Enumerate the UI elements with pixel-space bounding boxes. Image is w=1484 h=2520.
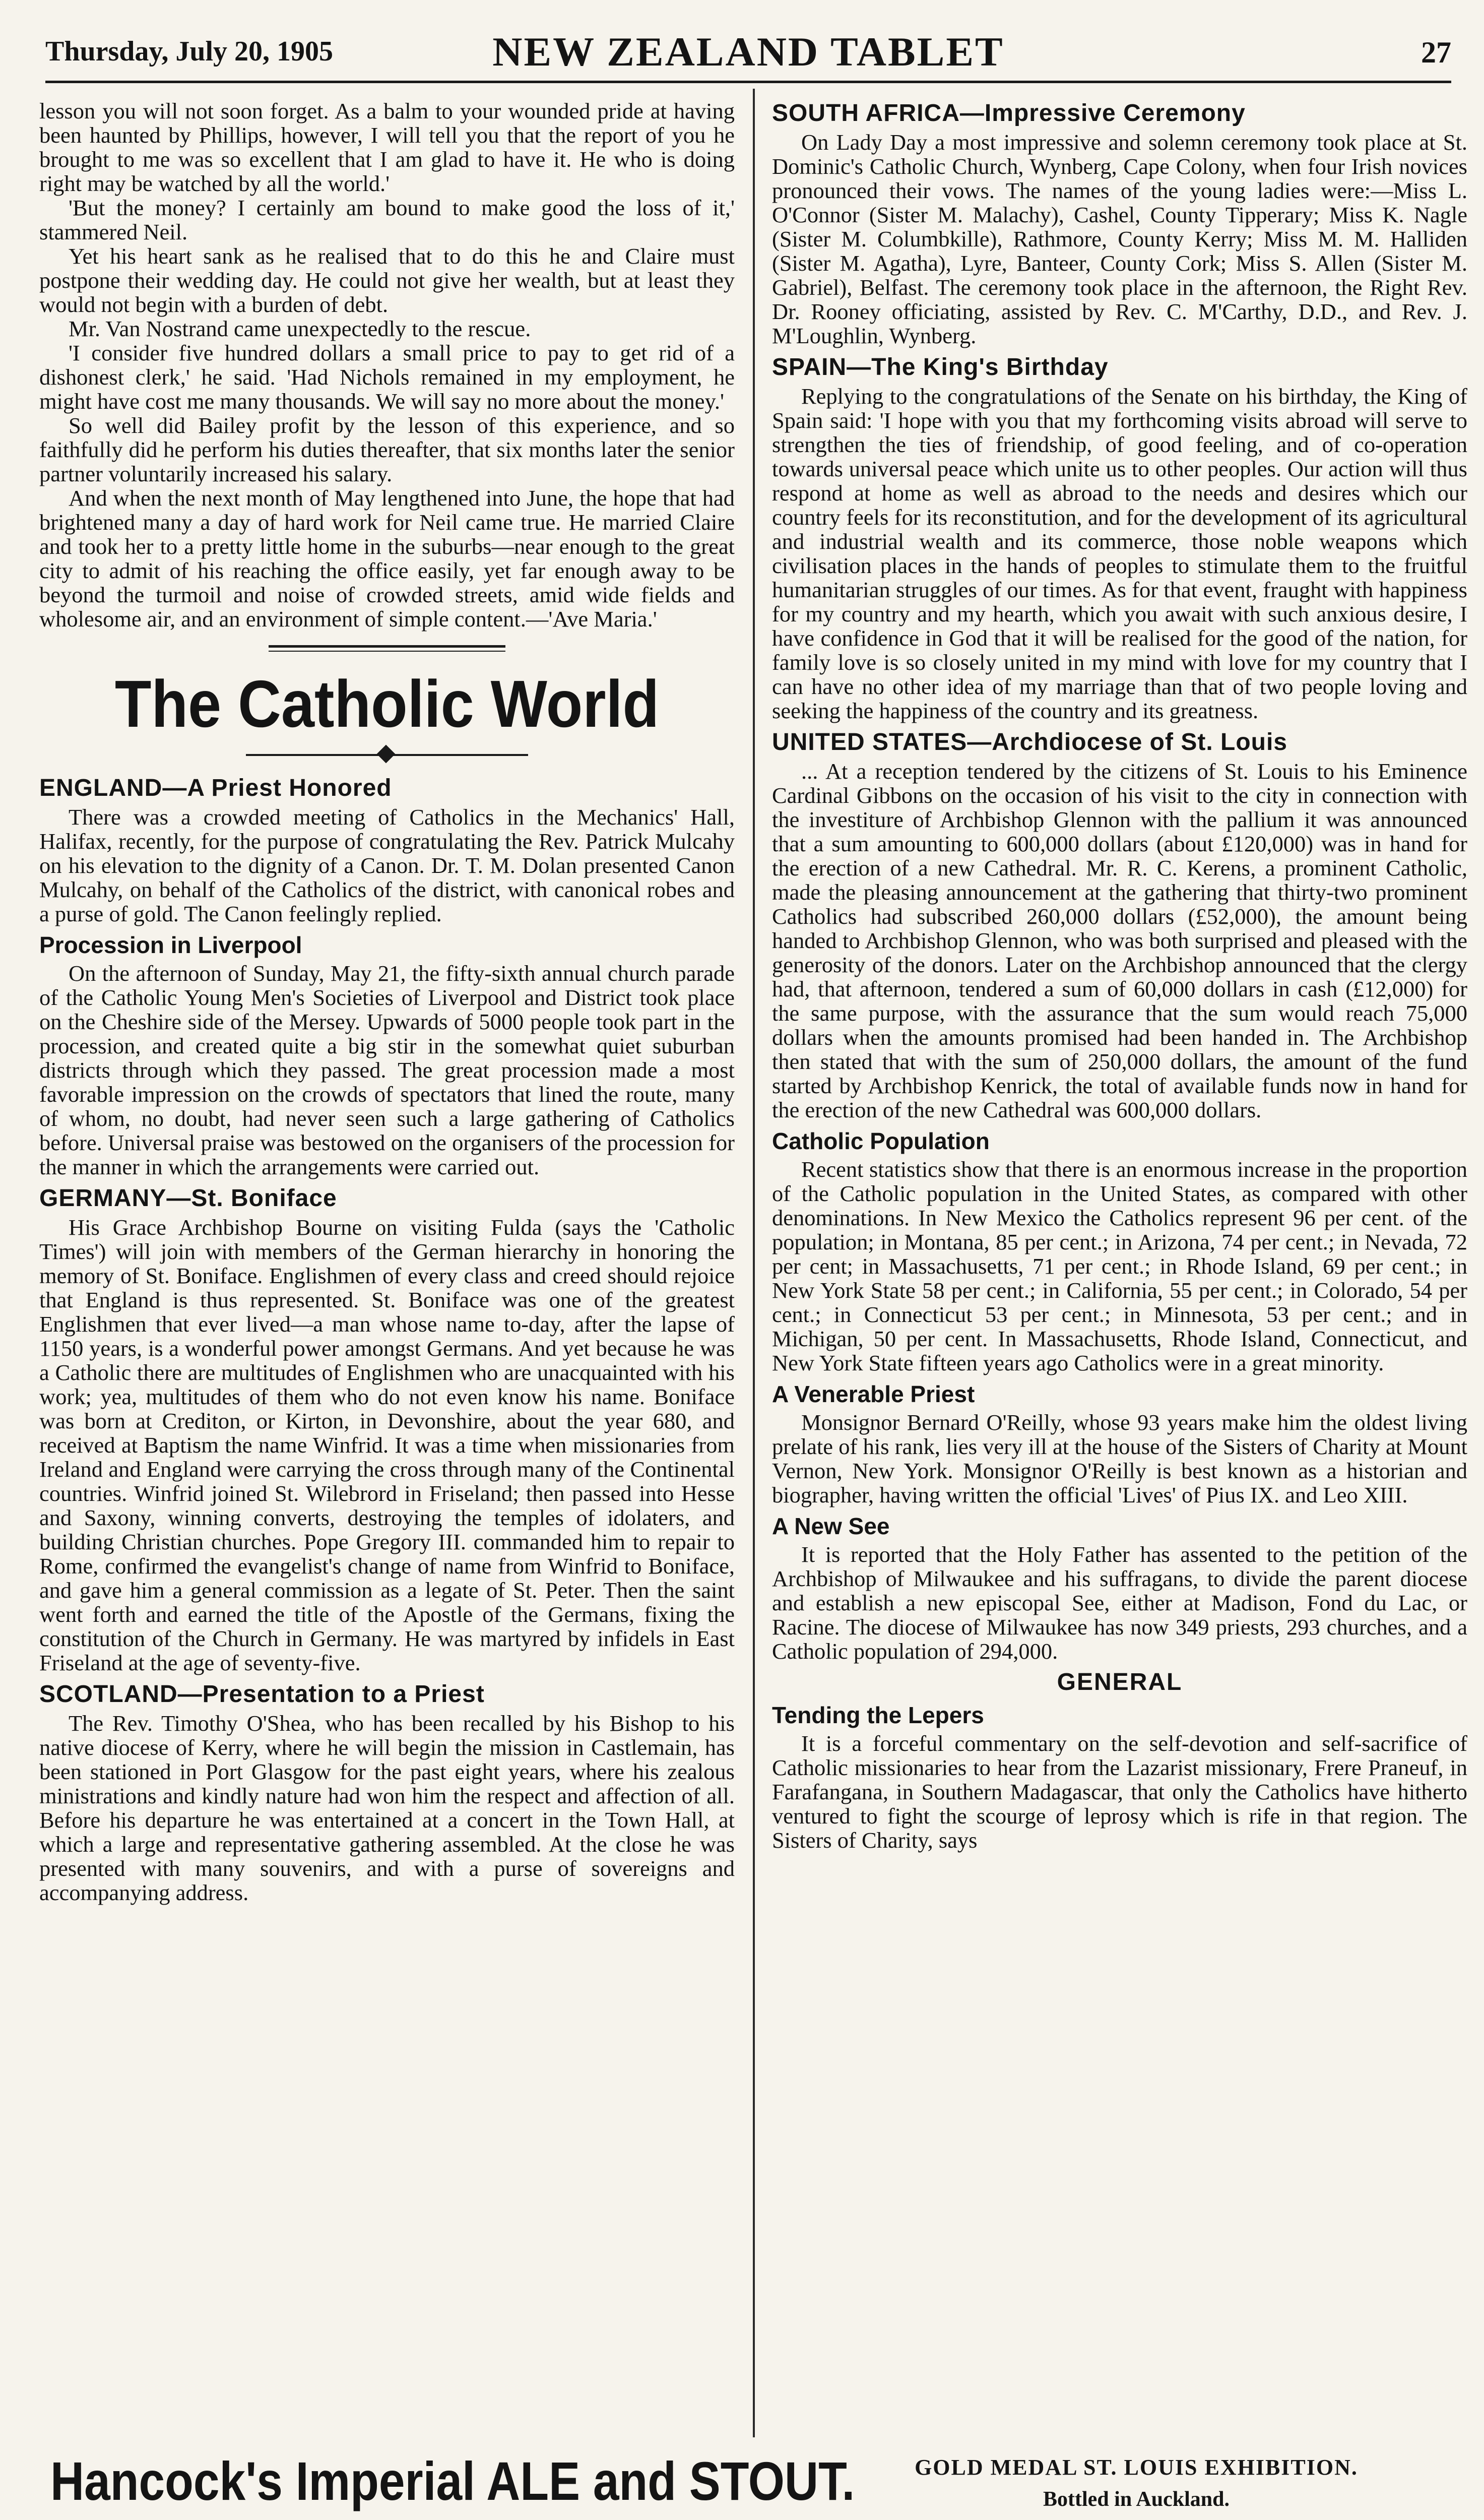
- story-paragraph: 'I consider five hundred dollars a small price to pay to get rid of a dishonest clerk,' he said. 'Had Nichols remained in my employment, he might have cost me many thousands. We will say no more about the money.': [39, 340, 735, 414]
- england-paragraph: There was a crowded meeting of Catholics in the Mechanics' Hall, Halifax, recently, for the purpose of congratulating the Rev. Patrick Mulcahy on his elevation to the dignity of a Canon. Dr. T. M. Dolan presented Canon Mulcahy, on behalf of the Catholics of the district, with canonical robes and a purse of gold. The Canon feelingly replied.: [39, 804, 735, 926]
- germany-heading: GERMANY—St. Boniface: [39, 1185, 337, 1212]
- germany-paragraph: His Grace Archbishop Bourne on visiting Fulda (says the 'Catholic Times') will join with members of the German hierarchy in honoring the memory of St. Boniface. Englishmen of every class and creed should rejoice that England is thus represented. St. Boniface was one of the greatest Englishmen that ever lived—a man whose name to-day, after the lapse of 1150 years, is a wonderful power amongst Germans. And yet because he was a Catholic there are multitudes of Englishmen who are unacquainted with his work; yea, multitudes of them who do not even know his name. Boniface was born at Crediton, or Kirton, in Devonshire, about the year 680, and received at Baptism the name Winfrid. It was a time when missionaries from Ireland and England were carrying the cross through many of the Continental countries. Winfrid joined St. Wilebrord in Friseland; then passed into Hesse and Saxony, winning converts, destroying the temples of idolaters, and building Christian churches. Pope Gregory III. commanded him to repair to Rome, confirmed the evangelist's change of name from Winfrid to Boniface, and gave him a general commission as a legate of St. Peter. Then the saint went forth and earned the title of the Apostle of the Germans, fixing the constitution of the Church in Germany. He was martyred by infidels in East Friseland at the age of seventy-five.: [39, 1215, 735, 1675]
- scotland-heading: SCOTLAND—Presentation to a Priest: [39, 1681, 485, 1708]
- united-states-heading: UNITED STATES—Archdiocese of St. Louis: [772, 729, 1287, 755]
- south-africa-heading: SOUTH AFRICA—Impressive Ceremony: [772, 100, 1246, 127]
- story-paragraph: So well did Bailey profit by the lesson of this experience, and so faithfully did he perform his duties thereafter, that six months later the senior partner voluntarily increased his salary.: [39, 413, 735, 486]
- masthead-rule: [45, 81, 1451, 83]
- population-paragraph: Recent statistics show that there is an enormous increase in the proportion of the Catholic population in the United States, as compared with other denominations. In New Mexico the Catholics represent 96 per cent. of the population; in Montana, 85 per cent.; in Arizona, 74 per cent.; in Nevada, 72 per cent; in Massachusetts, 71 per cent.; in Rhode Island, 69 per cent.; in New York State 58 per cent.; in California, 55 per cent.; in Colorado, 54 per cent.; in Connecticut 53 per cent.; in Minnesota, 53 per cent.; and in Michigan, 50 per cent. In Massachusetts, Rhode Island, Connecticut, and New York State fifteen years ago Catholics were in a great minority.: [772, 1157, 1467, 1375]
- lepers-paragraph: It is a forceful commentary on the self-devotion and self-sacrifice of Catholic missionaries to hear from the Lazarist missionary, Frere Praneuf, in Farafangana, in Southern Madagascar, that only the Catholics have hitherto ventured to fight the scourge of leprosy which is rife in that region. The Sisters of Charity, says: [772, 1731, 1467, 1853]
- ale-stout-advertisement: Hancock's Imperial ALE and STOUT.: [50, 2450, 855, 2511]
- population-heading: Catholic Population: [772, 1128, 990, 1154]
- advertisement-footer: [45, 2448, 1451, 2520]
- lepers-heading: Tending the Lepers: [772, 1702, 984, 1728]
- united-states-paragraph: ... At a reception tendered by the citizens of St. Louis to his Eminence Cardinal Gibbons on the occasion of his visit to the city in connection with the investiture of Archbishop Glennon with the pallium it was announced that a sum amounting to 600,000 dollars (about £120,000) was in hand for the erection of a new Cathedral. Mr. R. C. Kerens, a prominent Catholic, made the pleasing announcement at the gathering that thirty-two prominent Catholics had subscribed 260,000 dollars (£52,000), the amount being handed to Archbishop Glennon, who was both surprised and pleased with the generosity of the donors. Later on the Archbishop announced that the clergy had, that afternoon, tendered a sum of 60,000 dollars in cash (£12,000) for the same purpose, with the assurance that the sum would reach 75,000 dollars when the amounts promised had been handed in. The Archbishop then stated that with the sum of 250,000 dollars, the amount of the fund started by Archbishop Kenrick, the total of available funds now in hand for the erection of the new Cathedral was 600,000 dollars.: [772, 759, 1467, 1122]
- column-divider: [753, 89, 755, 2437]
- story-paragraph: Yet his heart sank as he realised that to do this he and Claire must postpone their wedding day. He could not give her wealth, but at least they would not begin with a burden of debt.: [39, 243, 735, 317]
- newspaper-title: NEW ZEALAND TABLET: [492, 29, 1004, 75]
- section-separator: [269, 645, 505, 652]
- gold-medal-line: GOLD MEDAL ST. LOUIS EXHIBITION.: [915, 2455, 1358, 2480]
- general-heading: GENERAL: [1057, 1669, 1183, 1695]
- ornamental-rule: [246, 747, 528, 763]
- spain-heading: SPAIN—The King's Birthday: [772, 354, 1109, 381]
- scotland-paragraph: The Rev. Timothy O'Shea, who has been recalled by his Bishop to his native diocese of Kerry, where he will begin the mission in Castlemain, has been stationed in Port Glasgow for the past eight years, where his zealous ministrations and kindly nature had won him the respect and affection of all. Before his departure he was entertained at a concert in the Town Hall, at which a large and representative gathering assembled. At the close he was presented with many souvenirs, and with a purse of sovereigns and accompanying address.: [39, 1711, 735, 1905]
- exhibition-notice: [821, 2454, 1451, 2511]
- new-see-paragraph: It is reported that the Holy Father has assented to the petition of the Archbishop of Milwaukee and his suffragans, to divide the parent diocese and establish a new episcopal See, either at Madison, Fond du Lac, or Racine. The diocese of Milwaukee has now 349 priests, 293 churches, and a Catholic population of 294,000.: [772, 1542, 1467, 1664]
- bottled-line: Bottled in Auckland.: [1043, 2488, 1230, 2511]
- england-heading: ENGLAND—A Priest Honored: [39, 775, 392, 801]
- story-paragraph: 'But the money? I certainly am bound to make good the loss of it,' stammered Neil.: [39, 195, 735, 244]
- masthead: [45, 24, 1451, 85]
- issue-date: Thursday, July 20, 1905: [45, 36, 334, 67]
- new-see-heading: A New See: [772, 1513, 890, 1539]
- story-paragraph: lesson you will not soon forget. As a balm to your wounded pride at having been haunted by Phillips, however, I will tell you that the report of you he brought to me was so excellent that I am glad to have it. He who is doing right may be watched by all the world.': [39, 99, 735, 196]
- venerable-priest-heading: A Venerable Priest: [772, 1381, 975, 1407]
- diamond-ornament-icon: [377, 745, 396, 764]
- south-africa-paragraph: On Lady Day a most impressive and solemn ceremony took place at St. Dominic's Catholic Church, Wynberg, Cape Colony, when four Irish novices pronounced their vows. The names of the young ladies were:—Miss L. O'Connor (Sister M. Malachy), Cashel, County Tipperary; Miss K. Nagle (Sister M. Columbkille), Rathmore, County Kerry; Miss M. M. Halliden (Sister M. Agatha), Lyre, Banteer, County Cork; Miss S. Allen (Sister M. Gabriel), Belfast. The ceremony took place in the afternoon, the Right Rev. Dr. Rooney officiating, assisted by Rev. C. M'Carthy, D.D., and Rev. J. M'Loughlin, Wynberg.: [772, 130, 1467, 348]
- catholic-world-heading: The Catholic World: [114, 667, 660, 741]
- liverpool-paragraph: On the afternoon of Sunday, May 21, the fifty-sixth annual church parade of the Catholic Young Men's Societies of Liverpool and District took place on the Cheshire side of the Mersey. Upwards of 5000 people took part in the procession, and created quite a big stir in the somewhat quiet suburban districts through which they passed. The great procession made a most favorable impression on the crowds of spectators that lined the route, many of whom, no doubt, had never seen such a large gathering of Catholics before. Universal praise was bestowed on the organisers of the procession for the manner in which the arrangements were carried out.: [39, 961, 735, 1179]
- story-paragraph: And when the next month of May lengthened into June, the hope that had brightened many a day of hard work for Neil came true. He married Claire and took her to a pretty little home in the suburbs—near enough to the great city to admit of his reaching the office easily, yet far enough away to be beyond the turmoil and noise of crowded streets, amid wide fields and wholesome air, and an environment of simple content.—'Ave Maria.': [39, 485, 735, 632]
- liverpool-heading: Procession in Liverpool: [39, 932, 302, 958]
- spain-paragraph: Replying to the congratulations of the Senate on his birthday, the King of Spain said: 'I hope with you that my forthcoming visits abroad will serve to strengthen the ties of friendship, of good feeling, and of co-operation towards universal peace which unite us to other peoples. Our action will thus respond at home as well as abroad to the needs and desires which our country feels for its reconstitution, and for the development of its agricultural and industrial wealth and its commerce, those noble weapons which civilisation places in the hands of peoples to stimulate them to the fruitful humanitarian struggles of our times. As for that event, fraught with happiness for my country and my hearth, which you await with such anxious desire, I have confidence in God that it will be realised for the good of the nation, for family love is so closely united in my mind with love for my country that I can have no other idea of my marriage than that of two people loving and seeking the happiness of the country and its greatness.: [772, 384, 1467, 723]
- venerable-priest-paragraph: Monsignor Bernard O'Reilly, whose 93 years make him the oldest living prelate of his rank, lies very ill at the house of the Sisters of Charity at Mount Vernon, New York. Monsignor O'Reilly is best known as a historian and biographer, having written the official 'Lives' of Pius IX. and Leo XIII.: [772, 1410, 1467, 1507]
- left-column: [39, 99, 735, 2437]
- right-column: [772, 99, 1467, 2437]
- story-paragraph: Mr. Van Nostrand came unexpectedly to the rescue.: [69, 316, 531, 341]
- page-number: 27: [1421, 36, 1451, 69]
